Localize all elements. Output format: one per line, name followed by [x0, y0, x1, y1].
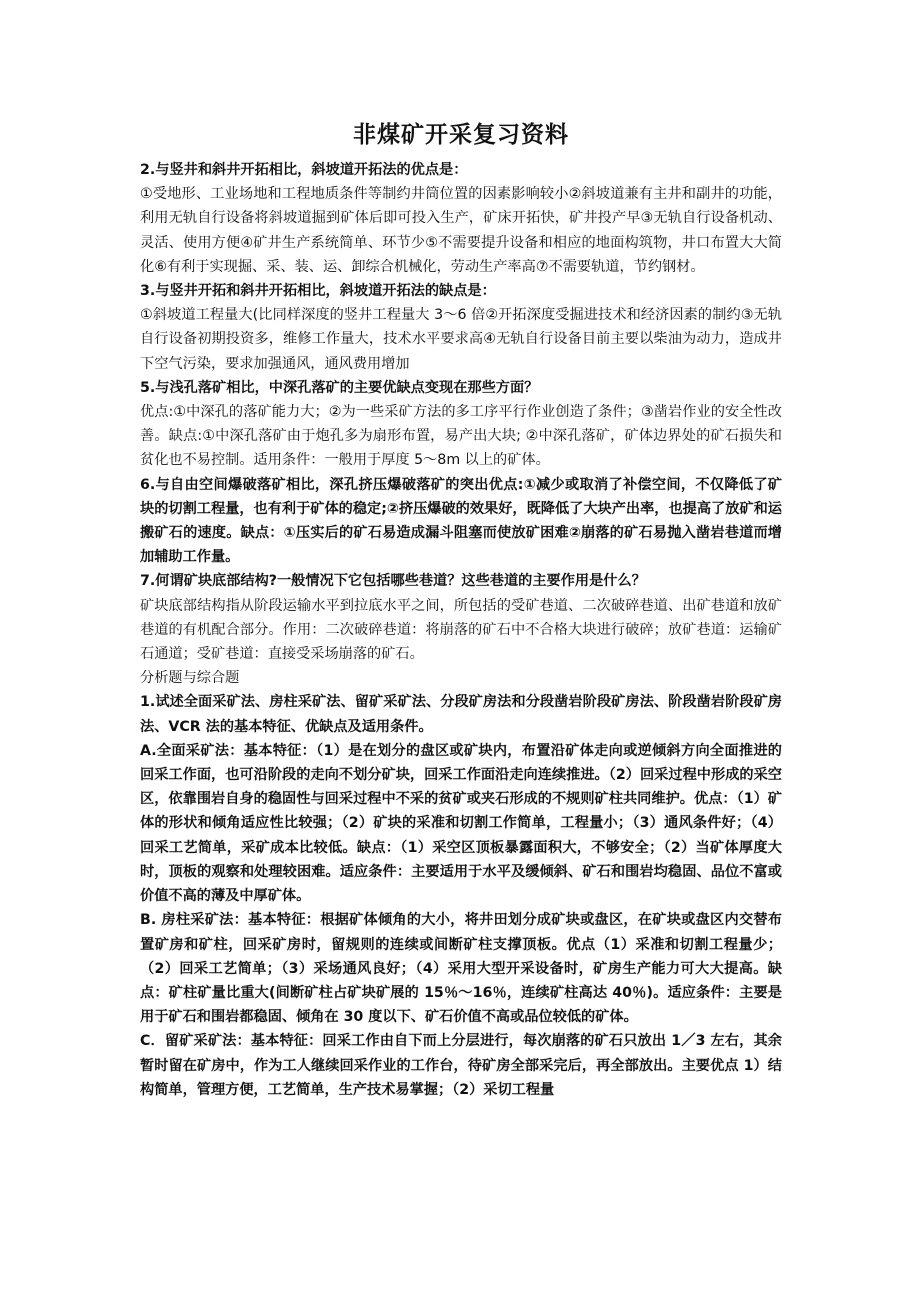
question-paragraph: 2.与竖井和斜井开拓相比，斜坡道开拓法的优点是： — [140, 162, 468, 178]
question-paragraph: C．留矿采矿法：基本特征：回采工作由自下而上分层进行，每次崩落的矿石只放出 1／3 左右，其余暂时留在矿房中，作为工人继续回采作业的工作台，待矿房全部采完后，再全部放出。主要优点 1）结构简单，管理方便，工艺简单，生产技术易掌握；（2）采切工程量 — [140, 1033, 782, 1098]
document-body — [140, 158, 782, 1102]
question-paragraph: 1.试述全面采矿法、房柱采矿法、留矿采矿法、分段矿房法和分段凿岩阶段矿房法、阶段凿岩阶段矿房法、VCR 法的基本特征、优缺点及适用条件。 — [140, 694, 782, 735]
question-paragraph: 7.何谓矿块底部结构?一般情况下它包括哪些巷道？这些巷道的主要作用是什么？ — [140, 573, 646, 590]
answer-paragraph: 优点:①中深孔的落矿能力大；②为一些采矿方法的多工序平行作业创造了条件；③凿岩作业的安全性改善。缺点:①中深孔落矿由于炮孔多为扇形布置，易产出大块; ②中深孔落矿，矿体边界处的矿石损失和贫化也不易控制。适用条件：一般用于厚度 5～8m 以上的矿体。 — [140, 404, 782, 469]
document-title: 非煤矿开采复习资料 — [353, 122, 569, 148]
answer-paragraph: ①受地形、工业场地和工程地质条件等制约井筒位置的因素影响较小②斜坡道兼有主井和副井的功能，利用无轨自行设备将斜坡道掘到矿体后即可投入生产，矿床开拓快，矿井投产早③无轨自行设备机动、灵活、使用方便④矿井生产系统简单、环节少⑤不需要提升设备和相应的地面构筑物，井口布置大大简化⑥有利于实现掘、采、装、运、卸综合机械化，劳动生产率高⑦不需要轨道，节约钢材。 — [140, 186, 782, 275]
question-paragraph: 6.与自由空间爆破落矿相比，深孔挤压爆破落矿的突出优点:①减少或取消了补偿空间，不仅降低了矿块的切割工程量，也有利于矿体的稳定;②挤压爆破的效果好，既降低了大块产出率，也提高了放矿和运搬矿石的速度。缺点：①压实后的矿石易造成漏斗阻塞而使放矿困难②崩落的矿石易抛入凿岩巷道而增加辅助工作量。 — [140, 476, 782, 566]
answer-paragraph: 矿块底部结构指从阶段运输水平到拉底水平之间，所包括的受矿巷道、二次破碎巷道、出矿巷道和放矿巷道的有机配合部分。作用：二次破碎巷道：将崩落的矿石中不合格大块进行破碎；放矿巷道：运输矿石通道；受矿巷道：直接受采场崩落的矿石。 — [140, 597, 782, 663]
question-paragraph: B. 房柱采矿法：基本特征：根据矿体倾角的大小，将井田划分成矿块或盘区，在矿块或盘区内交替布置矿房和矿柱，回采矿房时，留规则的连续或间断矿柱支撑顶板。优点（1）采准和切割工程量少；（2）回采工艺简单；（3）采场通风良好；（4）采用大型开采设备时，矿房生产能力可大大提高。缺点：矿柱矿量比重大(间断矿柱占矿块矿展的 15％～16％，连续矿柱高达 40％)。适应条件：主要是用于矿石和围岩都稳固、倾角在 30 度以下、矿石价值不高或品位较低的矿体。 — [140, 912, 782, 1026]
answer-paragraph: ①斜坡道工程量大(比同样深度的竖井工程量大 3～6 倍②开拓深度受掘进技术和经济因素的制约③无轨自行设备初期投资多，维修工作量大，技术水平要求高④无轨自行设备目前主要以柴油为动力，造成井下空气污染，要求加强通风，通风费用增加 — [140, 307, 782, 372]
document-page — [140, 118, 782, 1102]
question-paragraph: 3.与竖井开拓和斜井开拓相比，斜坡道开拓法的缺点是： — [140, 283, 496, 300]
question-paragraph: 5.与浅孔落矿相比，中深孔落矿的主要优缺点变现在那些方面？ — [140, 379, 539, 396]
question-paragraph: A.全面采矿法：基本特征：（1）是在划分的盘区或矿块内，布置沿矿体走向或逆倾斜方向全面推进的回采工作面，也可沿阶段的走向不划分矿块，回采工作面沿走向连续推进。（2）回采过程中形成的采空区，依靠围岩自身的稳固性与回采过程中不采的贫矿或夹石形成的不规则矿柱共同维护。优点：（1）矿体的形状和倾角适应性比较强；（2）矿块的采准和切割工作简单，工程量小；（3）通风条件好；（4）回采工艺简单，采矿成本比较低。缺点：（1）采空区顶板暴露面积大，不够安全；（2）当矿体厚度大时，顶板的观察和处理较困难。适应条件：主要适用于水平及缓倾斜、矿石和围岩均稳固、品位不富或价值不高的薄及中厚矿体。 — [140, 742, 782, 905]
section-heading: 分析题与综合题 — [140, 670, 240, 687]
